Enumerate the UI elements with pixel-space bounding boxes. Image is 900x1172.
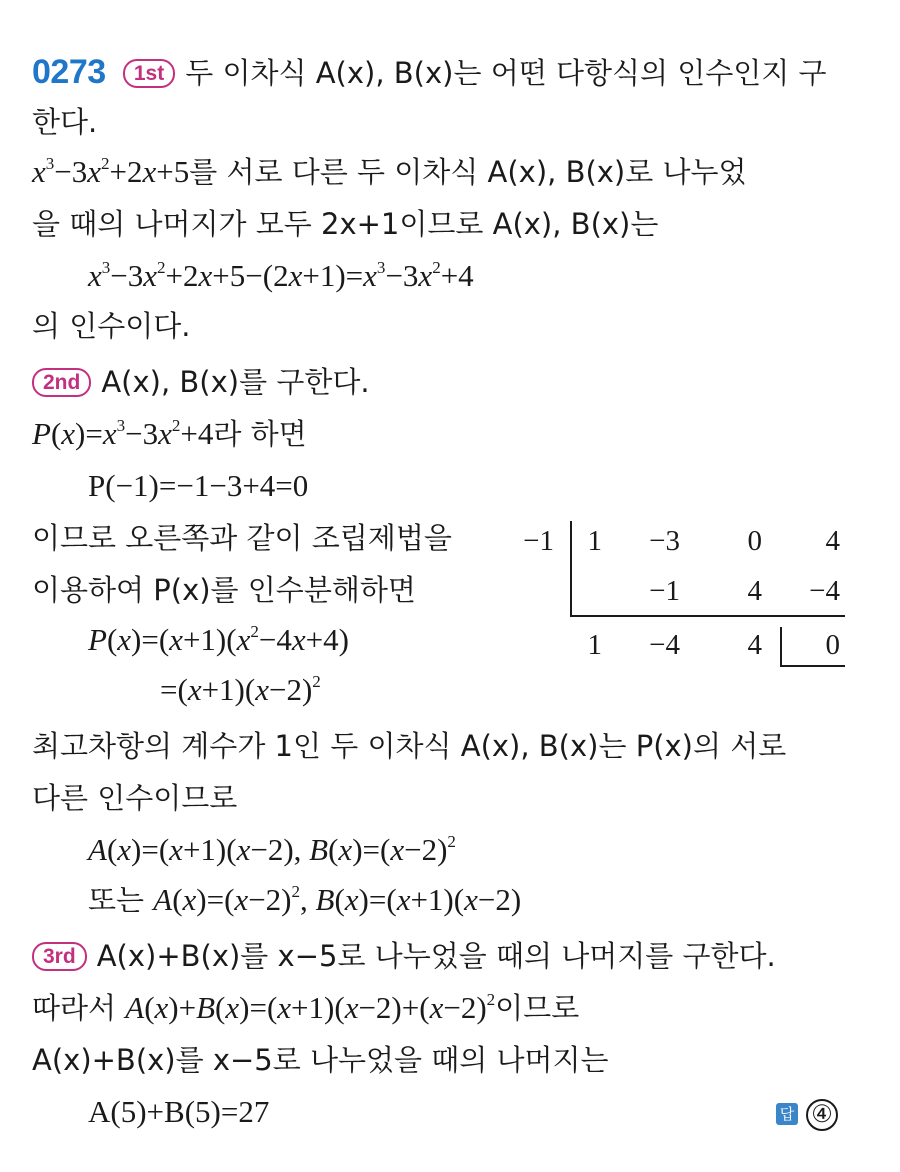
step3-badge: 3rd xyxy=(32,942,87,971)
synth-cell: −1 xyxy=(649,575,680,607)
equation-p-eval: P(−1)=−1−3+4=0 xyxy=(88,468,309,503)
step1-text: 두 이차식 A(x), B(x)는 어떤 다항식의 인수인지 구 xyxy=(185,56,827,90)
line-1 xyxy=(32,152,747,192)
line-remainder-intro: A(x)+B(x)를 x−5로 나누었을 때의 나머지는 xyxy=(32,1043,609,1077)
synth-cell: 4 xyxy=(747,575,762,607)
answer-mark-icon: 답 xyxy=(776,1103,798,1125)
synth-cell: −3 xyxy=(649,525,680,557)
problem-number: 0273 xyxy=(32,53,106,91)
synth-remainder-bar-h xyxy=(780,665,845,667)
synth-remainder-bar-v xyxy=(780,627,782,667)
step1-badge: 1st xyxy=(123,59,175,88)
or-label: 또는 xyxy=(88,883,145,917)
line-synthetic-intro: 이므로 오른쪽과 같이 조립제법을 xyxy=(32,521,452,555)
equation-final: A(5)+B(5)=27 xyxy=(88,1094,270,1129)
synth-divisor: −1 xyxy=(523,525,554,557)
line-distinct-factors: 다른 인수이므로 xyxy=(32,781,238,815)
line-factor-intro: 이용하여 P(x)를 인수분해하면 xyxy=(32,573,416,607)
line-therefore-tail: 이므로 xyxy=(495,991,580,1025)
synth-cell: −4 xyxy=(649,629,680,661)
synth-cell: 0 xyxy=(747,525,762,557)
line-1-tail: 를 서로 다른 두 이차식 A(x), B(x)로 나누었 xyxy=(189,155,747,189)
math-p-def: $P(x)=x^3-3x^2+4$ xyxy=(32,416,214,451)
line-p-def xyxy=(32,414,307,454)
synth-cell: 1 xyxy=(587,525,602,557)
step1-text-cont: 한다. xyxy=(32,105,98,139)
step2-text: A(x), B(x)를 구한다. xyxy=(101,365,370,399)
synth-cell: 1 xyxy=(587,629,602,661)
step3-text: A(x)+B(x)를 x−5로 나누었을 때의 나머지를 구한다. xyxy=(96,939,776,973)
step3-line xyxy=(32,936,776,976)
line-leading-coef: 최고차항의 계수가 1인 두 이차식 A(x), B(x)는 P(x)의 서로 xyxy=(32,729,787,763)
line-2: 을 때의 나머지가 모두 2x+1이므로 A(x), B(x)는 xyxy=(32,207,659,241)
line-p-def-tail: 라 하면 xyxy=(213,417,307,451)
synth-cell: 4 xyxy=(747,629,762,661)
line-therefore xyxy=(32,988,579,1028)
step2-badge: 2nd xyxy=(32,368,91,397)
line-3: 의 인수이다. xyxy=(32,309,191,343)
answer xyxy=(776,1092,838,1132)
problem-header xyxy=(32,52,827,93)
synth-cell: −4 xyxy=(809,575,840,607)
step2-line xyxy=(32,362,370,402)
synth-cell: 4 xyxy=(825,525,840,557)
math-poly: $x^3-3x^2+2x+5$ xyxy=(32,154,190,189)
equation-difference: $x^3-3x^2+2x+5-(2x+1)=x^3-3x^2+4$ xyxy=(88,258,474,293)
synthetic-division xyxy=(500,515,850,675)
therefore-label: 따라서 xyxy=(32,991,117,1025)
synth-horizontal-line xyxy=(570,615,845,617)
synth-remainder: 0 xyxy=(825,629,840,661)
math-sum: $A(x)+B(x)=(x+1)(x-2)+(x-2)^2$ xyxy=(125,990,496,1025)
math-case-2: $A(x)=(x-2)^2$, B(x)=(x+1)(x−2) xyxy=(153,882,522,917)
equation-factor-1: $P(x)=(x+1)(x^2-4x+4)$ xyxy=(88,622,349,657)
answer-choice: ④ xyxy=(806,1099,838,1131)
equation-case-1: A(x)=(x+1)(x−2), $B(x)=(x-2)^2$ xyxy=(88,832,456,867)
equation-case-2 xyxy=(88,880,521,920)
equation-factor-2: $=(x+1)(x-2)^2$ xyxy=(160,672,321,707)
